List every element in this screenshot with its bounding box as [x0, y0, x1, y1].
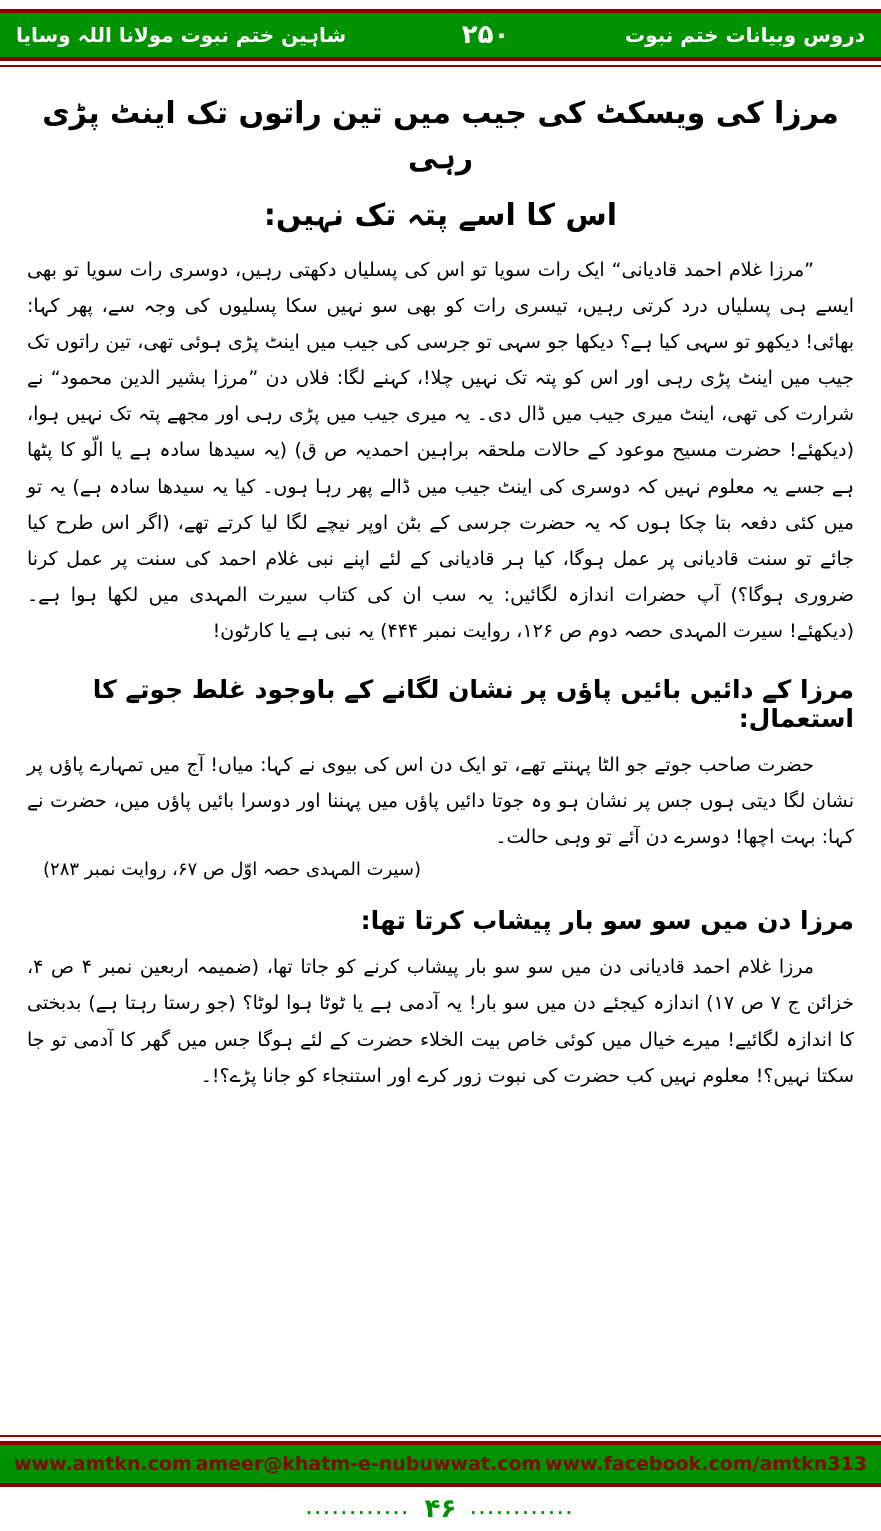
heading-hundred-times: مرزا دن میں سو سو بار پیشاب کرتا تھا:	[360, 906, 854, 936]
header-book-title: شاہین ختم نبوت مولانا اللہ وسایا	[16, 23, 347, 47]
facebook-link[interactable]: www.facebook.com/amtkn313	[544, 1453, 867, 1475]
article-title	[27, 91, 854, 238]
page-header	[0, 9, 881, 67]
email-link[interactable]: ameer@khatm-e-nubuwwat.com	[195, 1453, 542, 1475]
paragraph-brick-story: ”مرزا غلام احمد قادیانی“ ایک رات سویا تو اس کی پسلیاں دکھتی رہیں، دوسری رات سویا تو بھی ایسے ہی پسلیاں درد کرتی رہیں، تیسری رات کو بھی سو نہیں سکا پسلیوں کی وجہ سے، پھر کہا: بھائی! دیکھو تو سہی کیا ہے؟ دیکھا جو سہی تو جرسی کی جیب میں اینٹ پڑی ہوئی تھی، تین راتوں تک جیب میں اینٹ پڑی رہی اور اس کو پتہ تک نہیں چلا!، کہنے لگا: فلاں دن ”مرزا بشیر الدین محمود“ نے شرارت کی تھی، اینٹ میری جیب میں ڈال دی۔ یہ میری جیب میں پڑی رہی اور مجھے پتہ تک نہیں ہوا، (دیکھئے! حضرت مسیح موعود کے حالات ملحقہ براہین احمدیہ ص ق) (یہ سیدھا سادہ ہے یا الّو کا پٹھا ہے جسے یہ معلوم نہیں کہ دوسری کی اینٹ جیب میں ڈالے پھر رہا ہوں۔ کیا یہ سیدھا سادہ ہے) یہ تو میں کئی دفعہ بتا چکا ہوں کہ یہ حضرت جرسی کے بٹن اوپر نیچے لگا لیا کرتے تھے، (اگر اس طرح کیا جائے تو سنت قادیانی پر عمل ہوگا، کیا ہر قادیانی کے لئے اپنے نبی غلام احمد کی سنت پر عمل کرنا ضروری ہوگا؟) آپ حضرات اندازہ لگائیں: یہ سب ان کی کتاب سیرت المہدی میں لکھا ہوا ہے۔ (دیکھئے! سیرت المہدی حصہ دوم ص ۱۲۶، روایت نمبر ۴۴۴) یہ نبی ہے یا کارٹون!	[27, 259, 854, 642]
header-page-number: ۲۵۰	[461, 20, 510, 50]
heading-wrong-shoes: مرزا کے دائیں بائیں پاؤں پر نشان لگانے کے باوجود غلط جوتے کا استعمال:	[92, 675, 854, 734]
page-content	[0, 91, 881, 1094]
dots-left: ............	[470, 1500, 575, 1518]
page-number-row	[0, 1487, 881, 1531]
page-footer	[0, 1435, 881, 1531]
title-line-2: اس کا اسے پتہ تک نہیں:	[263, 198, 618, 233]
paragraph-wrong-shoes: حضرت صاحب جوتے جو الٹا پہنتے تھے، تو ایک دن اس کی بیوی نے کہا: میاں! آج میں تمہارے پاؤں پر نشان لگا دیتی ہوں جس پر نشان ہو وہ جوتا دائیں پاؤں میں پہننا اور دوسرا بائیں پاؤں میں، حضرت نے کہا: بہت اچھا! دوسرے دن آئے تو وہی حالت۔	[27, 754, 854, 849]
header-band	[0, 13, 881, 57]
paragraph-hundred-times: مرزا غلام احمد قادیانی دن میں سو سو بار پیشاب کرنے کو جاتا تھا، (ضمیمہ اربعین نمبر ۴ ص ۴، خزائن ج ۷ ص ۱۷) اندازہ کیجئے دن میں سو بار! یہ آدمی ہے یا ٹوٹا ہوا لوٹا؟ (جو رستا رہتا ہے) بدبختی کا اندازہ لگائیے! میرے خیال میں کوئی خاص بیت الخلاء حضرت کے لئے ہوگا جس میں گھر کا آدمی تو جا سکتا نہیں؟! معلوم نہیں کب حضرت کی نبوت زور کرے اور استنجاء کو جانا پڑے؟!۔	[27, 956, 854, 1087]
footer-band	[0, 1445, 881, 1483]
bottom-page-number: ۴۶	[424, 1494, 457, 1524]
dots-right: ............	[306, 1500, 411, 1518]
reference-seerat-ul-mahdi: (سیرت المہدی حصہ اوّل ص ۶۷، روایت نمبر ۲۸۳)	[43, 859, 422, 881]
title-line-1: مرزا کی ویسکٹ کی جیب میں تین راتوں تک اینٹ پڑی رہی	[42, 96, 839, 176]
website-link[interactable]: www.amtkn.com	[14, 1453, 192, 1475]
header-series-title: دروس وبیانات ختم نبوت	[625, 23, 865, 47]
header-underline-rule	[0, 65, 881, 67]
